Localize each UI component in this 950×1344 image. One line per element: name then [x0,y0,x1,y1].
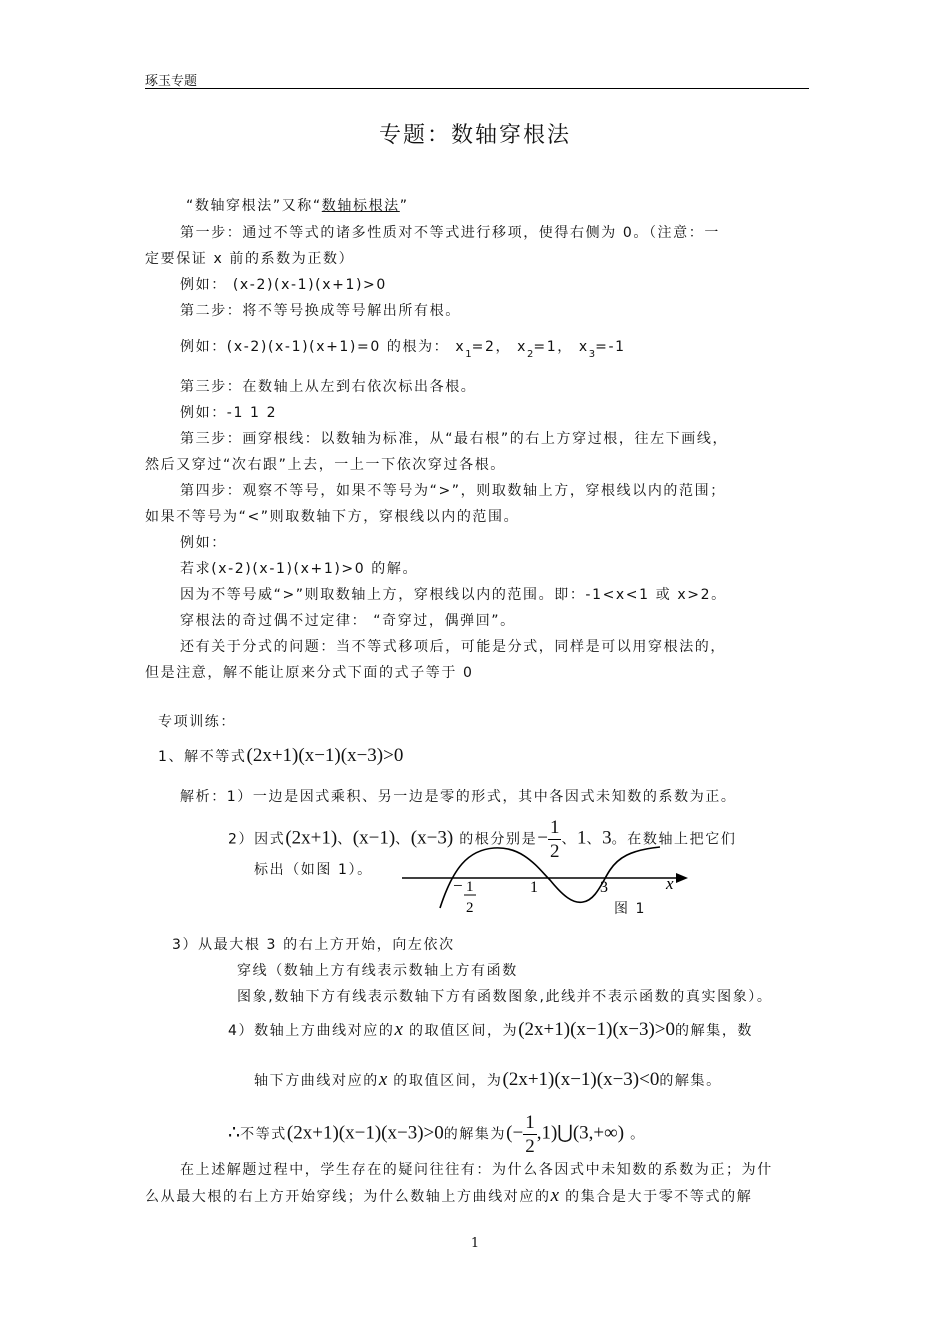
analysis4-line2-mid: 的取值区间，为 [387,1073,503,1089]
root-1: 1 [577,827,587,849]
var-x: x [550,1185,560,1206]
header-rule [145,88,809,89]
analysis4-mid: 的取值区间，为 [402,1023,519,1039]
fraction-note-line2: 但是注意，解不能让原来分式下面的式子等于 0 [145,665,474,681]
neg-sign: − [537,827,548,849]
analysis-2-cont: 标出（如图 1）。 [254,862,373,878]
example-line2: 因为不等号威“>”则取数轴上方，穿根线以内的范围。即：-1<x<1 或 x>2。 [180,587,727,603]
step1-line2: 定要保证 x 前的系数为正数） [145,251,355,267]
sep: 、 [337,831,353,848]
interval-rest: ,1)⋃(3,+∞) [536,1122,625,1144]
analysis-1: 解析：1）一边是因式乘积、另一边是零的形式，其中各因式未知数的系数为正。 [180,789,737,805]
var-x: x [394,1019,403,1040]
var-x: x [378,1069,388,1090]
intro-underlined-term: 数轴标根法 [321,198,400,214]
training-heading: 专项训练： [158,714,236,730]
analysis2-suffix: 。在数轴上把它们 [611,831,737,848]
analysis4-line2-suffix: 的解集。 [659,1073,722,1089]
step3b-line2: 然后又穿过“次右跟”上去，一上一下依次穿过各根。 [145,457,506,473]
problem-math: (2x+1)(x−1)(x−3)>0 [246,745,404,766]
tick-half-num: 1 [466,879,474,895]
factor-1: (2x+1) [285,827,338,849]
root-fraction: $\frac{1}{2}$ [549,817,560,862]
discussion-line2-prefix: 么从最大根的右上方开始穿线；为什么数轴上方曲线对应的 [145,1189,551,1205]
step2-example [180,337,626,359]
conclusion-line [228,1113,646,1156]
step1-line1: 第一步：通过不等式的诸多性质对不等式进行移项，使得右侧为 0。（注意：一 [180,225,720,241]
analysis-3-line1: 3）从最大根 3 的右上方开始，向左依次 [172,937,455,953]
step3a-example: 例如：-1 1 2 [180,405,278,421]
analysis4-line2-prefix: 轴下方曲线对应的 [254,1073,379,1089]
tick-neg-sign: − [453,876,463,895]
step2-example-prefix: 例如：(x-2)(x-1)(x+1)=0 的根为： [180,339,450,355]
factor-3: (x−3) [410,827,454,849]
discussion-line1: 在上述解题过程中，学生存在的疑问往往有：为什么各因式中未知数的系数为正；为什 [180,1162,773,1178]
page-header: 琢玉专题 [145,74,198,89]
problem-1 [158,746,403,767]
step4-line2: 如果不等号为“<”则取数轴下方，穿根线以内的范围。 [145,509,520,525]
tick-3: 3 [600,879,608,896]
fraction-note-line1: 还有关于分式的问题：当不等式移项后，可能是分式，同样是可以用穿根法的， [180,639,726,655]
example-line3: 穿根法的奇过偶不过定律： “奇穿过，偶弹回”。 [180,613,516,629]
tick-1: 1 [530,879,538,896]
discussion-line2 [145,1186,752,1207]
figure-caption: 图 1 [614,901,646,917]
root-x1: $x_1=2$， [455,339,512,360]
discussion-line2-suffix: 的集合是大于零不等式的解 [559,1189,753,1205]
tick-half-den: 2 [466,900,474,916]
analysis-4-line2 [254,1070,722,1091]
inequality-gt: (2x+1)(x−1)(x−3)>0 [518,1019,676,1040]
sep: 、 [395,831,411,848]
conclusion-math: (2x+1)(x−1)(x−3)>0 [286,1122,444,1144]
analysis2-mid: 的根分别是 [453,831,538,848]
step2-text: 第二步：将不等号换成等号解出所有根。 [180,303,461,319]
inequality-lt: (2x+1)(x−1)(x−3)<0 [502,1069,660,1090]
analysis-4-line1 [228,1020,753,1041]
analysis4-suffix: 的解集，数 [675,1023,754,1039]
sep: 、 [586,831,603,848]
page-number: 1 [470,1236,480,1251]
interval-fraction: $\frac{1}{2}$ [525,1112,535,1157]
step1-example: 例如： (x-2)(x-1)(x+1)>0 [180,277,387,293]
page-title: 专题：数轴穿根法 [378,123,571,148]
analysis-3-line2: 穿线（数轴上方有线表示数轴上方有函数 [237,963,518,979]
number-line-figure [398,838,698,920]
step3b-line1: 第三步：画穿根线：以数轴为标准，从“最右根”的右上方穿过根，往左下画线， [180,431,729,447]
axis-var: x [666,874,674,893]
step4-line1: 第四步：观察不等号，如果不等号为“>”，则取数轴上方，穿根线以内的范围； [180,483,726,499]
analysis-3-line3: 图象,数轴下方有线表示数轴下方有函数图象,此线并不表示函数的真实图象）。 [237,989,773,1005]
intro-part1: “数轴穿根法”又称“ [186,198,322,214]
root-x2: $x_2=1$， [517,339,573,360]
conclusion-mid: 的解集为 [443,1126,507,1143]
intro-part2: ” [399,198,409,214]
sep: 、 [561,831,578,848]
example-line1: 若求(x-2)(x-1)(x+1)>0 的解。 [180,561,419,577]
axis-arrow [676,873,688,883]
intro-line [186,196,409,216]
step3a-text: 第三步：在数轴上从左到右依次标出各根。 [180,379,477,395]
example-label: 例如： [180,535,227,551]
problem-prefix: 1、解不等式 [158,749,247,765]
root-3: 3 [602,827,612,849]
therefore-symbol: ∴ [228,1122,241,1144]
analysis2-prefix: 2）因式 [228,831,286,848]
factor-2: (x−1) [352,827,396,849]
interval-open: (− [506,1122,524,1144]
analysis4-prefix: 4）数轴上方曲线对应的 [228,1023,395,1039]
conclusion-prefix: 不等式 [240,1126,287,1143]
conclusion-suffix: 。 [624,1126,646,1143]
root-x3: $x_3=-1$ [578,339,626,360]
